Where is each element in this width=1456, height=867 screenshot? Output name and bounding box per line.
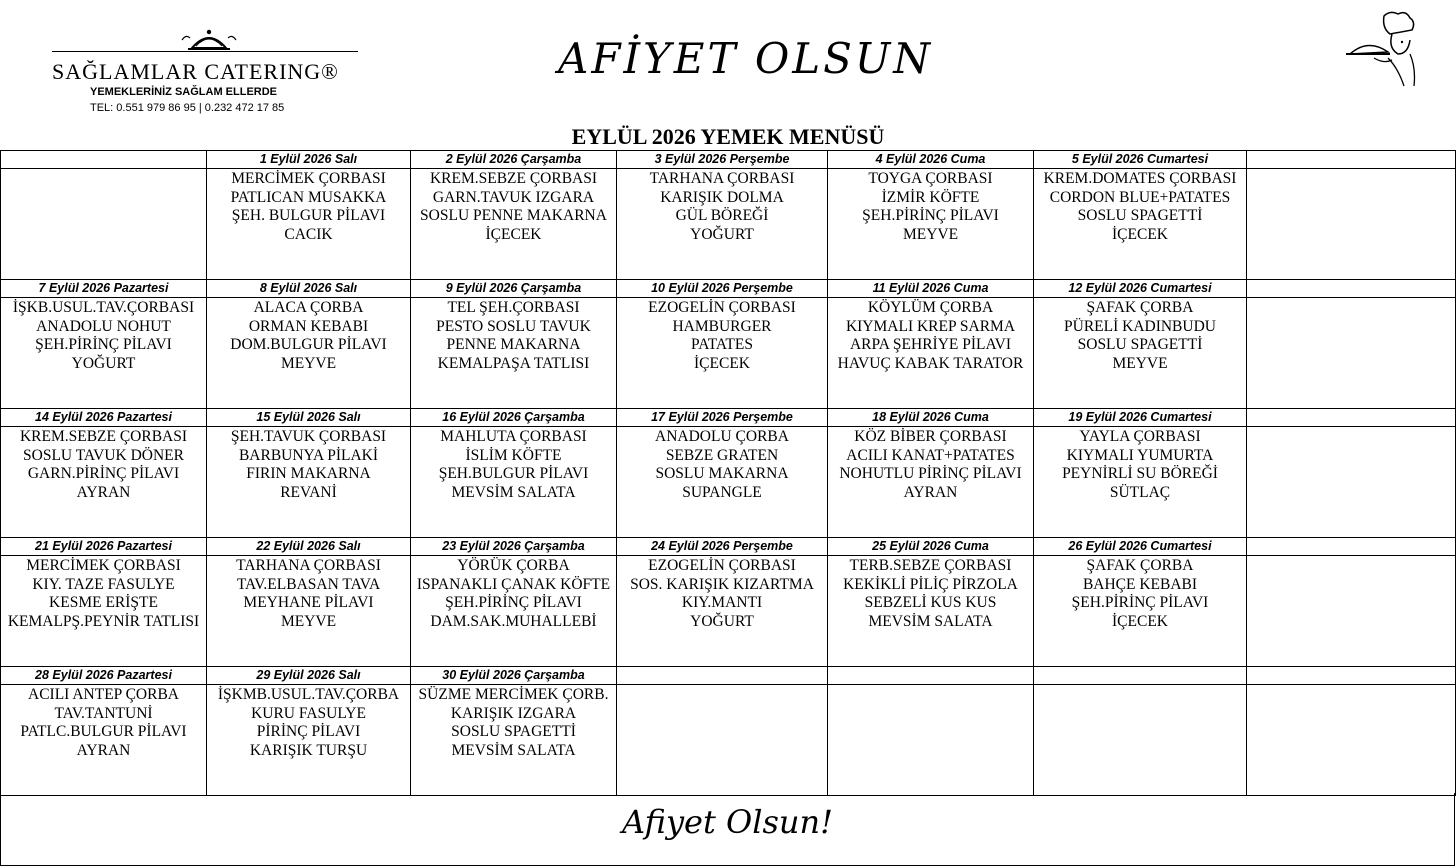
day-menu bbox=[617, 556, 828, 667]
chef-icon bbox=[1344, 10, 1428, 90]
dish-item: YÖRÜK ÇORBA bbox=[457, 557, 570, 574]
dish-item: PATATES bbox=[691, 336, 753, 353]
dish-item: İSLİM KÖFTE bbox=[465, 446, 562, 464]
dish-item: MEVSİM SALATA bbox=[451, 741, 576, 759]
dish-item: ŞEH.PİRİNÇ PİLAVI bbox=[862, 207, 999, 224]
day-date bbox=[1247, 280, 1456, 298]
day-menu bbox=[617, 427, 828, 538]
day-date bbox=[1247, 667, 1456, 685]
dish-item: ŞEH.PİRİNÇ PİLAVI bbox=[1071, 594, 1209, 611]
dish-item: SEBZELİ KUS KUS bbox=[864, 594, 997, 611]
day-date: 16 Eylül 2026 Çarşamba bbox=[411, 409, 617, 427]
dish-item: PESTO SOSLU TAVUK bbox=[436, 317, 591, 335]
footer-text: Afiyet Olsun! bbox=[622, 803, 833, 841]
cloche-icon bbox=[178, 26, 240, 52]
dish-item: PİRİNÇ PİLAVI bbox=[256, 723, 361, 740]
dish-row bbox=[1, 169, 1456, 280]
day-menu bbox=[207, 556, 411, 667]
dish-item: AYRAN bbox=[76, 741, 131, 759]
dish-item: ACILI ANTEP ÇORBA bbox=[28, 686, 179, 703]
dish-row bbox=[1, 427, 1456, 538]
dish-item: ŞAFAK ÇORBA bbox=[1086, 557, 1194, 574]
day-menu bbox=[1034, 298, 1247, 409]
dish-item: NOHUTLU PİRİNÇ PİLAVI bbox=[839, 465, 1022, 482]
dish-item: İÇECEK bbox=[1112, 612, 1168, 630]
day-menu bbox=[617, 169, 828, 280]
dish-item: GARN.PİRİNÇ PİLAVI bbox=[27, 465, 180, 482]
dish-item: İÇECEK bbox=[1112, 225, 1168, 243]
date-row bbox=[1, 667, 1456, 685]
brand-tagline: YEMEKLERİNİZ SAĞLAM ELLERDE bbox=[90, 86, 278, 98]
day-menu bbox=[1, 427, 207, 538]
day-date: 11 Eylül 2026 Cuma bbox=[828, 280, 1034, 298]
dish-item: KREM.DOMATES ÇORBASI bbox=[1043, 170, 1237, 187]
day-date: 29 Eylül 2026 Salı bbox=[207, 667, 411, 685]
day-menu bbox=[1247, 298, 1456, 409]
dish-item: PATLICAN MUSAKKA bbox=[230, 188, 387, 206]
day-menu bbox=[1034, 556, 1247, 667]
phone-numbers: TEL: 0.551 979 86 95 | 0.232 472 17 85 bbox=[90, 102, 285, 114]
day-menu bbox=[207, 427, 411, 538]
day-menu bbox=[828, 685, 1034, 796]
day-menu bbox=[1, 169, 207, 280]
dish-item: SOS. KARIŞIK KIZARTMA bbox=[630, 575, 814, 593]
dish-item: ŞEH.PİRİNÇ PİLAVI bbox=[445, 594, 582, 611]
dish-item: AYRAN bbox=[903, 483, 958, 501]
dish-item: SOSLU SPAGETTİ bbox=[451, 723, 576, 740]
day-date bbox=[828, 667, 1034, 685]
day-menu bbox=[411, 169, 617, 280]
dish-item: PÜRELİ KADINBUDU bbox=[1064, 317, 1216, 335]
dish-item: PENNE MAKARNA bbox=[446, 336, 581, 353]
day-menu bbox=[1, 556, 207, 667]
dish-item: KARIŞIK TURŞU bbox=[249, 741, 368, 759]
catering-logo bbox=[50, 26, 370, 118]
day-menu bbox=[207, 685, 411, 796]
day-menu bbox=[617, 298, 828, 409]
dish-item: KEMALPAŞA TATLISI bbox=[437, 354, 590, 372]
dish-item: TEL ŞEH.ÇORBASI bbox=[447, 299, 580, 316]
dish-item: GÜL BÖREĞİ bbox=[675, 207, 769, 224]
day-menu bbox=[411, 427, 617, 538]
dish-item: KIY. TAZE FASULYE bbox=[32, 575, 175, 593]
dish-item: SEBZE GRATEN bbox=[665, 446, 779, 464]
dish-item: ARPA ŞEHRİYE PİLAVI bbox=[849, 336, 1012, 353]
dish-item: SOSLU TAVUK DÖNER bbox=[23, 446, 184, 464]
dish-item: TOYGA ÇORBASI bbox=[868, 170, 993, 187]
day-date: 5 Eylül 2026 Cumartesi bbox=[1034, 151, 1247, 169]
dish-item: YAYLA ÇORBASI bbox=[1079, 428, 1201, 445]
dish-item: KIY.MANTI bbox=[681, 594, 763, 611]
day-date: 24 Eylül 2026 Perşembe bbox=[617, 538, 828, 556]
logo-rule bbox=[52, 51, 358, 52]
day-menu bbox=[1034, 169, 1247, 280]
day-menu bbox=[1247, 685, 1456, 796]
dish-item: ANADOLU NOHUT bbox=[36, 317, 171, 335]
dish-item: ŞEH.PİRİNÇ PİLAVI bbox=[35, 336, 172, 353]
dish-item: SOSLU PENNE MAKARNA bbox=[420, 207, 607, 224]
dish-item: TAV.ELBASAN TAVA bbox=[236, 575, 381, 593]
day-menu bbox=[411, 298, 617, 409]
dish-item: EZOGELİN ÇORBASI bbox=[648, 557, 796, 574]
menu-table bbox=[0, 150, 1456, 796]
day-date: 9 Eylül 2026 Çarşamba bbox=[411, 280, 617, 298]
dish-item: ANADOLU ÇORBA bbox=[655, 428, 789, 445]
dish-item: İZMİR KÖFTE bbox=[881, 188, 980, 206]
dish-item: DAM.SAK.MUHALLEBİ bbox=[430, 612, 597, 630]
dish-item: SUPANGLE bbox=[682, 483, 762, 501]
day-date: 21 Eylül 2026 Pazartesi bbox=[1, 538, 207, 556]
day-date: 15 Eylül 2026 Salı bbox=[207, 409, 411, 427]
day-date: 10 Eylül 2026 Perşembe bbox=[617, 280, 828, 298]
dish-item: SÜZME MERCİMEK ÇORB. bbox=[418, 686, 609, 703]
dish-item: ALACA ÇORBA bbox=[253, 299, 364, 316]
day-menu bbox=[1247, 556, 1456, 667]
day-menu bbox=[1247, 427, 1456, 538]
dish-item: ISPANAKLI ÇANAK KÖFTE bbox=[416, 575, 611, 593]
dish-item: İŞKB.USUL.TAV.ÇORBASI bbox=[12, 299, 195, 316]
dish-item: ŞEH.TAVUK ÇORBASI bbox=[230, 428, 387, 445]
dish-item: FIRIN MAKARNA bbox=[246, 465, 371, 482]
dish-item: AYRAN bbox=[76, 483, 131, 501]
dish-item: MERCİMEK ÇORBASI bbox=[231, 170, 386, 187]
dish-item: TARHANA ÇORBASI bbox=[236, 557, 381, 574]
date-row bbox=[1, 409, 1456, 427]
page-title: AFİYET OLSUN bbox=[558, 34, 934, 83]
dish-item: ACILI KANAT+PATATES bbox=[846, 446, 1015, 464]
menu-title: EYLÜL 2026 YEMEK MENÜSÜ bbox=[571, 124, 885, 149]
day-date: 4 Eylül 2026 Cuma bbox=[828, 151, 1034, 169]
dish-item: MEVSİM SALATA bbox=[451, 483, 576, 501]
dish-item: ORMAN KEBABI bbox=[248, 317, 369, 335]
dish-item: İÇECEK bbox=[694, 354, 750, 372]
dish-item: TERB.SEBZE ÇORBASI bbox=[849, 557, 1012, 574]
dish-item: CORDON BLUE+PATATES bbox=[1049, 188, 1231, 206]
dish-item: TAV.TANTUNİ bbox=[54, 704, 153, 722]
dish-item: ŞEH.BULGUR PİLAVI bbox=[438, 465, 589, 482]
day-date bbox=[1247, 409, 1456, 427]
dish-item: KÖYLÜM ÇORBA bbox=[867, 299, 994, 316]
dish-item: MEYVE bbox=[1112, 354, 1168, 372]
dish-item: REVANİ bbox=[280, 483, 337, 501]
day-date: 8 Eylül 2026 Salı bbox=[207, 280, 411, 298]
day-date: 17 Eylül 2026 Perşembe bbox=[617, 409, 828, 427]
day-date: 28 Eylül 2026 Pazartesi bbox=[1, 667, 207, 685]
day-date: 3 Eylül 2026 Perşembe bbox=[617, 151, 828, 169]
day-date: 25 Eylül 2026 Cuma bbox=[828, 538, 1034, 556]
day-menu bbox=[207, 169, 411, 280]
day-menu bbox=[1034, 427, 1247, 538]
dish-item: ŞEH. BULGUR PİLAVI bbox=[231, 207, 386, 224]
dish-item: MERCİMEK ÇORBASI bbox=[26, 557, 181, 574]
dish-item: KESME ERİŞTE bbox=[49, 594, 158, 611]
dish-item: MEYVE bbox=[280, 354, 337, 372]
day-date: 7 Eylül 2026 Pazartesi bbox=[1, 280, 207, 298]
footer bbox=[0, 793, 1455, 866]
day-date bbox=[617, 667, 828, 685]
day-date: 2 Eylül 2026 Çarşamba bbox=[411, 151, 617, 169]
day-menu bbox=[1, 685, 207, 796]
dish-item: SÜTLAÇ bbox=[1109, 483, 1171, 501]
dish-item: KIYMALI KREP SARMA bbox=[845, 317, 1016, 335]
dish-item: BAHÇE KEBABI bbox=[1082, 575, 1198, 593]
day-menu bbox=[617, 685, 828, 796]
dish-item: CACIK bbox=[284, 225, 333, 243]
date-row bbox=[1, 538, 1456, 556]
dish-item: SOSLU SPAGETTİ bbox=[1077, 336, 1203, 353]
dish-item: YOĞURT bbox=[690, 225, 754, 243]
dish-item: KEKİKLİ PİLİÇ PİRZOLA bbox=[843, 575, 1018, 593]
date-row bbox=[1, 151, 1456, 169]
day-date: 26 Eylül 2026 Cumartesi bbox=[1034, 538, 1247, 556]
day-date: 23 Eylül 2026 Çarşamba bbox=[411, 538, 617, 556]
day-menu bbox=[828, 298, 1034, 409]
day-date: 22 Eylül 2026 Salı bbox=[207, 538, 411, 556]
page-header bbox=[0, 0, 1456, 122]
dish-row bbox=[1, 685, 1456, 796]
dish-item: EZOGELİN ÇORBASI bbox=[648, 299, 796, 316]
dish-item: GARN.TAVUK IZGARA bbox=[432, 188, 595, 206]
dish-item: KÖZ BİBER ÇORBASI bbox=[854, 428, 1007, 445]
dish-item: MEVSİM SALATA bbox=[868, 612, 993, 630]
dish-item: PATLC.BULGUR PİLAVI bbox=[20, 723, 187, 740]
dish-item: TARHANA ÇORBASI bbox=[649, 170, 795, 187]
day-date: 12 Eylül 2026 Cumartesi bbox=[1034, 280, 1247, 298]
day-date bbox=[1, 151, 207, 169]
dish-item: MEYVE bbox=[280, 612, 337, 630]
dish-item: KIYMALI YUMURTA bbox=[1066, 446, 1214, 464]
day-date: 30 Eylül 2026 Çarşamba bbox=[411, 667, 617, 685]
dish-item: PEYNİRLİ SU BÖREĞİ bbox=[1062, 465, 1218, 482]
day-menu bbox=[828, 427, 1034, 538]
day-date: 18 Eylül 2026 Cuma bbox=[828, 409, 1034, 427]
dish-item: BARBUNYA PİLAKİ bbox=[238, 446, 379, 464]
dish-row bbox=[1, 298, 1456, 409]
day-menu bbox=[411, 556, 617, 667]
dish-item: KURU FASULYE bbox=[251, 704, 366, 722]
dish-item: KREM.SEBZE ÇORBASI bbox=[429, 170, 598, 187]
day-menu bbox=[828, 169, 1034, 280]
day-date bbox=[1247, 538, 1456, 556]
dish-item: SOSLU SPAGETTİ bbox=[1077, 207, 1203, 224]
date-row bbox=[1, 280, 1456, 298]
dish-item: DOM.BULGUR PİLAVI bbox=[230, 336, 387, 353]
dish-item: KEMALPŞ.PEYNİR TATLISI bbox=[7, 612, 200, 630]
day-menu bbox=[207, 298, 411, 409]
dish-item: MEYHANE PİLAVI bbox=[243, 594, 374, 611]
day-menu bbox=[411, 685, 617, 796]
dish-item: ŞAFAK ÇORBA bbox=[1086, 299, 1194, 316]
dish-item: İŞKMB.USUL.TAV.ÇORBA bbox=[217, 686, 400, 703]
brand-name: SAĞLAMLAR CATERING® bbox=[52, 59, 339, 84]
day-date: 19 Eylül 2026 Cumartesi bbox=[1034, 409, 1247, 427]
dish-item: KREM.SEBZE ÇORBASI bbox=[19, 428, 188, 445]
dish-item: HAVUÇ KABAK TARATOR bbox=[837, 354, 1024, 372]
dish-item: İÇECEK bbox=[485, 225, 542, 243]
dish-item: MAHLUTA ÇORBASI bbox=[440, 428, 587, 445]
dish-item: SOSLU MAKARNA bbox=[655, 465, 789, 482]
dish-item: KARIŞIK DOLMA bbox=[660, 188, 784, 206]
dish-item: MEYVE bbox=[902, 225, 959, 243]
dish-item: KARIŞIK IZGARA bbox=[450, 704, 577, 722]
day-date bbox=[1034, 667, 1247, 685]
day-date: 1 Eylül 2026 Salı bbox=[207, 151, 411, 169]
day-menu bbox=[1247, 169, 1456, 280]
day-date: 14 Eylül 2026 Pazartesi bbox=[1, 409, 207, 427]
day-menu bbox=[828, 556, 1034, 667]
dish-row bbox=[1, 556, 1456, 667]
dish-item: YOĞURT bbox=[690, 612, 754, 630]
day-date bbox=[1247, 151, 1456, 169]
day-menu bbox=[1034, 685, 1247, 796]
dish-item: HAMBURGER bbox=[672, 317, 772, 335]
day-menu bbox=[1, 298, 207, 409]
dish-item: YOĞURT bbox=[71, 354, 136, 372]
